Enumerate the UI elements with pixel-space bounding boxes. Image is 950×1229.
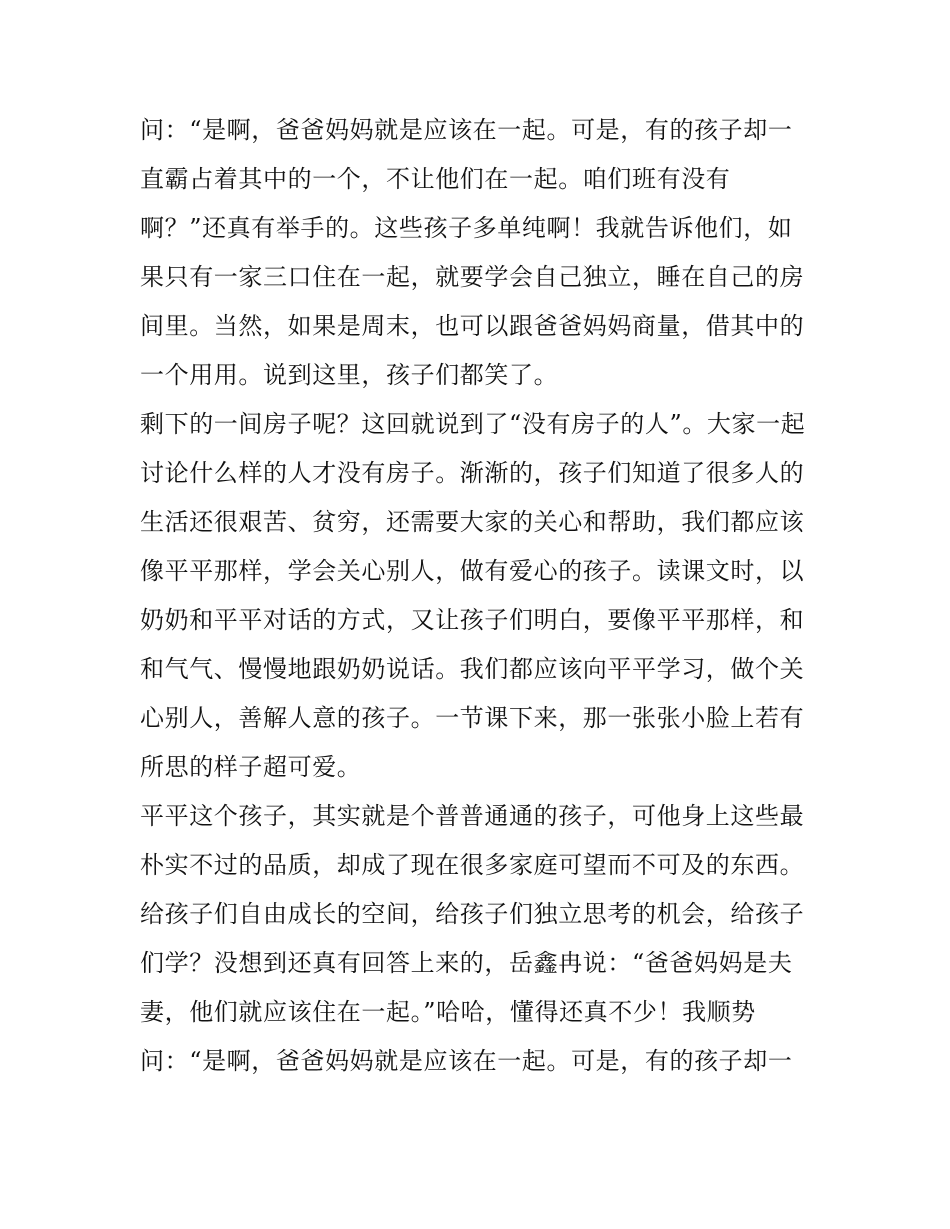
text-line-5: 间里。当然，如果是周末，也可以跟爸爸妈妈商量，借其中的 [140,312,805,340]
text-line-18: 们学？没想到还真有回答上来的，岳鑫冉说：“爸爸妈妈是夫 [140,949,793,977]
body-text [140,106,830,1086]
text-line-1: 问：“是啊，爸爸妈妈就是应该在一起。可是，有的孩子却一 [140,116,793,144]
text-line-11: 奶奶和平平对话的方式，又让孩子们明白，要像平平那样，和 [140,606,805,634]
text-line-10: 像平平那样，学会关心别人，做有爱心的孩子。读课文时，以 [140,557,805,585]
text-line-8: 讨论什么样的人才没有房子。渐渐的，孩子们知道了很多人的 [140,459,805,487]
text-line-16: 朴实不过的品质，却成了现在很多家庭可望而不可及的东西。 [140,851,805,879]
text-line-9: 生活还很艰苦、贫穷，还需要大家的关心和帮助，我们都应该 [140,508,805,536]
text-line-15: 平平这个孩子，其实就是个普普通通的孩子，可他身上这些最 [140,802,805,830]
text-line-4: 果只有一家三口住在一起，就要学会自己独立，睡在自己的房 [140,263,805,291]
text-line-2: 直霸占着其中的一个，不让他们在一起。咱们班有没有 [140,165,731,193]
text-line-12: 和气气、慢慢地跟奶奶说话。我们都应该向平平学习，做个关 [140,655,805,683]
text-line-3: 啊？”还真有举手的。这些孩子多单纯啊！我就告诉他们，如 [140,214,793,242]
text-line-19: 妻，他们就应该住在一起。”哈哈，懂得还真不少！我顺势 [140,998,756,1026]
text-line-14: 所思的样子超可爱。 [140,753,362,781]
text-line-17: 给孩子们自由成长的空间，给孩子们独立思考的机会，给孩子 [140,900,805,928]
text-line-7: 剩下的一间房子呢？这回就说到了“没有房子的人”。大家一起 [140,410,806,438]
text-line-20: 问：“是啊，爸爸妈妈就是应该在一起。可是，有的孩子却一 [140,1047,793,1075]
text-line-13: 心别人，善解人意的孩子。一节课下来，那一张张小脸上若有 [140,704,805,732]
text-line-6: 一个用用。说到这里，孩子们都笑了。 [140,361,559,389]
